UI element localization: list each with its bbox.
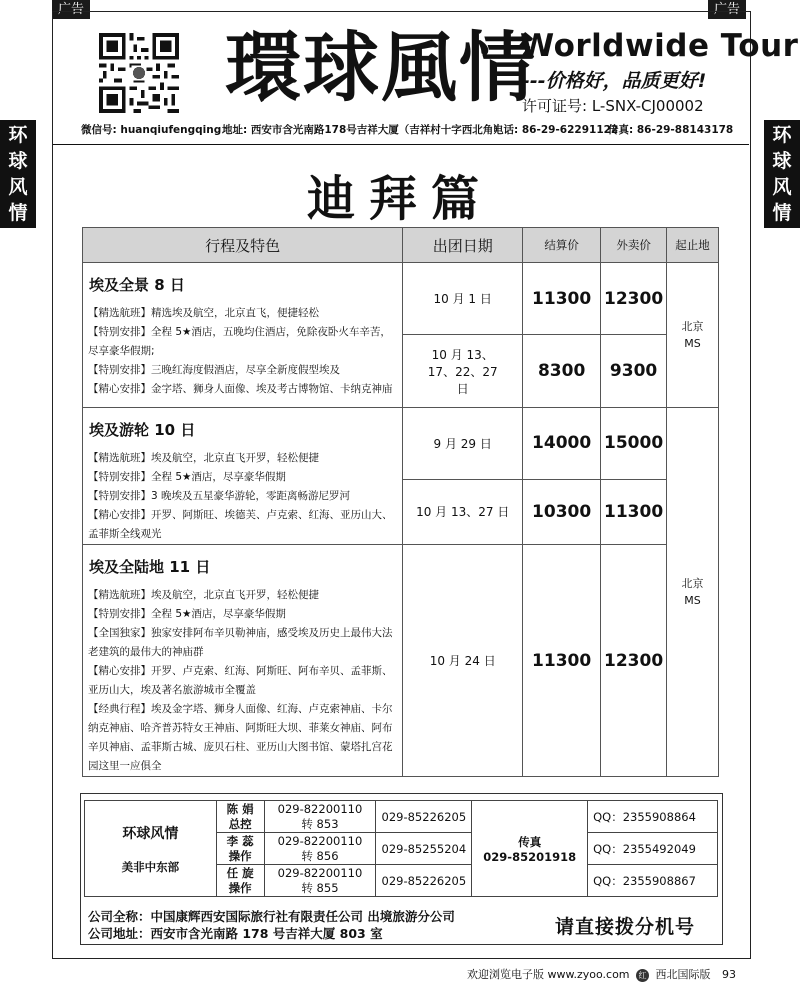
contact-qq: QQ：2355492049 [588, 833, 718, 865]
contact-person [216, 833, 264, 865]
table-row [83, 545, 719, 777]
brand-logo-text: 環球風情 [225, 23, 537, 112]
contact-role: 操作 [228, 880, 252, 895]
phone-number: 029-82200110 [277, 833, 363, 848]
origin-cell [667, 408, 719, 777]
tour-line: 【精心安排】开罗、阿斯旺、埃德芙、卢克索、红海、亚历山大、孟菲斯全线观光 [88, 509, 393, 540]
header-phone: 电话: 86-29-62291122 [493, 124, 619, 136]
side-char: 环 [772, 124, 792, 146]
direct-dial-note: 请直接拨分机号 [555, 916, 696, 938]
tour-line: 【精选航班】精选埃及航空，北京直飞，便捷轻松 [88, 307, 319, 319]
table-row [83, 408, 719, 480]
tour-line: 【精心安排】金字塔、狮身人面像、埃及考古博物馆、卡纳克神庙 [88, 383, 393, 395]
tour-line: 【特别安排】3 晚埃及五星豪华游轮，零距离畅游尼罗河 [88, 490, 351, 502]
origin-city: 北京 [681, 577, 704, 590]
page-number: 93 [722, 968, 737, 981]
tour-title: 埃及全景 8 日 [89, 276, 185, 294]
tour-description [83, 545, 403, 777]
phone-ext: 转 853 [301, 816, 339, 831]
table-header-row [83, 228, 719, 263]
footer-website: 欢迎浏览电子版 www.zyoo.com [467, 968, 630, 981]
wechat-id: 微信号: huanqiufengqing [81, 124, 222, 136]
tour-title: 埃及游轮 10 日 [89, 421, 196, 439]
header-address: 地址: 西安市含光南路178号吉祥大厦（吉祥村十字西北角） [222, 124, 504, 136]
contact-person [216, 801, 264, 833]
qr-code-icon [96, 33, 182, 113]
contact-phone [264, 865, 376, 897]
tour-line: 【精选航班】埃及航空，北京直飞开罗，轻松便捷 [88, 452, 319, 464]
col-header-retail: 外卖价 [601, 228, 667, 263]
tour-description [83, 408, 403, 545]
contact-name: 陈 娟 [226, 801, 254, 816]
retail-price: 9300 [601, 335, 667, 408]
contact-qq: QQ：2355908864 [588, 801, 718, 833]
ad-label-right: 广告 [708, 0, 746, 19]
tour-line: 【经典行程】埃及金字塔、狮身人面像、红海、卢克索神庙、卡尔纳克神庙、哈齐普苏特女王神庙、阿斯旺大坝、菲莱女神庙、阿布辛贝神庙、孟菲斯古城、庞贝石柱、亚历山大图书馆、蒙塔扎宫花园这里一应俱全 [88, 703, 393, 772]
contact-phone2: 029-85226205 [376, 865, 472, 897]
settle-price: 14000 [523, 408, 601, 480]
contact-name: 李 蕊 [226, 833, 254, 848]
contact-row [85, 801, 718, 833]
contact-qq: QQ：2355908867 [588, 865, 718, 897]
contact-dept: 美非中东部 [121, 859, 180, 874]
retail-price: 11300 [601, 479, 667, 544]
settle-price: 8300 [523, 335, 601, 408]
origin-cell [667, 263, 719, 408]
phone-number: 029-82200110 [277, 865, 363, 880]
footer-edition: 西北国际版 [655, 968, 711, 981]
origin-city: 北京 [681, 320, 704, 333]
fax-cell [472, 801, 588, 897]
tour-line: 【精选航班】埃及航空，北京直飞开罗，轻松便捷 [88, 589, 319, 601]
departure-date: 10 月 24 日 [403, 545, 523, 777]
footer-bar [467, 966, 736, 982]
tour-description [83, 263, 403, 408]
contact-name: 任 旋 [226, 865, 254, 880]
tour-line: 【特别安排】全程 5★酒店，尽享豪华假期 [88, 608, 286, 620]
side-char: 情 [8, 202, 28, 224]
col-header-date: 出团日期 [403, 228, 523, 263]
brand-english: Worldwide Tour [520, 28, 799, 64]
contact-role: 总控 [228, 816, 252, 831]
contact-phone [264, 801, 376, 833]
phone-ext: 转 855 [301, 880, 339, 895]
settle-price: 11300 [523, 263, 601, 335]
company-address: 公司地址：西安市含光南路 178 号吉祥大厦 803 室 [88, 926, 383, 941]
contact-phone [264, 833, 376, 865]
col-header-settle: 结算价 [523, 228, 601, 263]
departure-date: 10 月 1 日 [403, 263, 523, 335]
page-title: 迪拜篇 [306, 171, 493, 227]
retail-price: 12300 [601, 263, 667, 335]
contact-phone2: 029-85255204 [376, 833, 472, 865]
side-char: 风 [8, 176, 28, 198]
contact-table [84, 800, 718, 897]
tour-title: 埃及全陆地 11 日 [89, 558, 211, 576]
col-header-origin: 起止地 [667, 228, 719, 263]
retail-price: 15000 [601, 408, 667, 480]
header-divider [53, 144, 749, 145]
fax-label: 传真 [518, 834, 542, 849]
company-full-name: 公司全称：中国康辉西安国际旅行社有限责任公司 出境旅游分公司 [88, 909, 455, 924]
company-cell [85, 801, 217, 897]
tour-line: 【精心安排】开罗、卢克索、红海、阿斯旺、阿布辛贝、孟菲斯、亚历山大，埃及著名旅游城市全覆盖 [88, 665, 393, 696]
side-char: 球 [772, 150, 792, 172]
retail-price: 12300 [601, 545, 667, 777]
contact-role: 操作 [228, 848, 252, 863]
tour-table [82, 227, 719, 777]
contact-person [216, 865, 264, 897]
fax-number: 029-85201918 [483, 849, 577, 864]
side-char: 风 [772, 176, 792, 198]
header-fax: 传真: 86-29-88143178 [608, 124, 734, 136]
side-char: 情 [772, 202, 792, 224]
contact-company: 环球风情 [122, 825, 179, 842]
tour-line: 【特别安排】全程 5★酒店，尽享豪华假期 [88, 471, 286, 483]
side-char: 球 [8, 150, 28, 172]
tour-line: 【全国独家】独家安排阿布辛贝勒神庙，感受埃及历史上最伟大法老建筑的最伟大的神庙群 [88, 627, 393, 658]
departure-date: 10 月 13、17、22、27 日 [403, 335, 523, 408]
table-row [83, 263, 719, 335]
departure-date: 9 月 29 日 [403, 408, 523, 480]
ad-label-left: 广告 [52, 0, 90, 19]
phone-number: 029-82200110 [277, 801, 363, 816]
col-header-itinerary: 行程及特色 [83, 228, 403, 263]
slogan: ---价格好，品质更好! [522, 70, 707, 92]
region-badge-icon: 红 [636, 969, 649, 982]
settle-price: 10300 [523, 479, 601, 544]
contact-phone2: 029-85226205 [376, 801, 472, 833]
origin-airline: MS [684, 337, 701, 350]
tour-line: 【特别安排】三晚红海度假酒店，尽享全新度假型埃及 [88, 364, 340, 376]
departure-date: 10 月 13、27 日 [403, 479, 523, 544]
license-number: 许可证号: L-SNX-CJ00002 [522, 97, 704, 115]
tour-line: 【特别安排】全程 5★酒店，五晚均住酒店，免除夜卧火车辛苦，尽享豪华假期; [88, 326, 391, 357]
settle-price: 11300 [523, 545, 601, 777]
phone-ext: 转 856 [301, 848, 339, 863]
origin-airline: MS [684, 594, 701, 607]
side-char: 环 [8, 124, 28, 146]
